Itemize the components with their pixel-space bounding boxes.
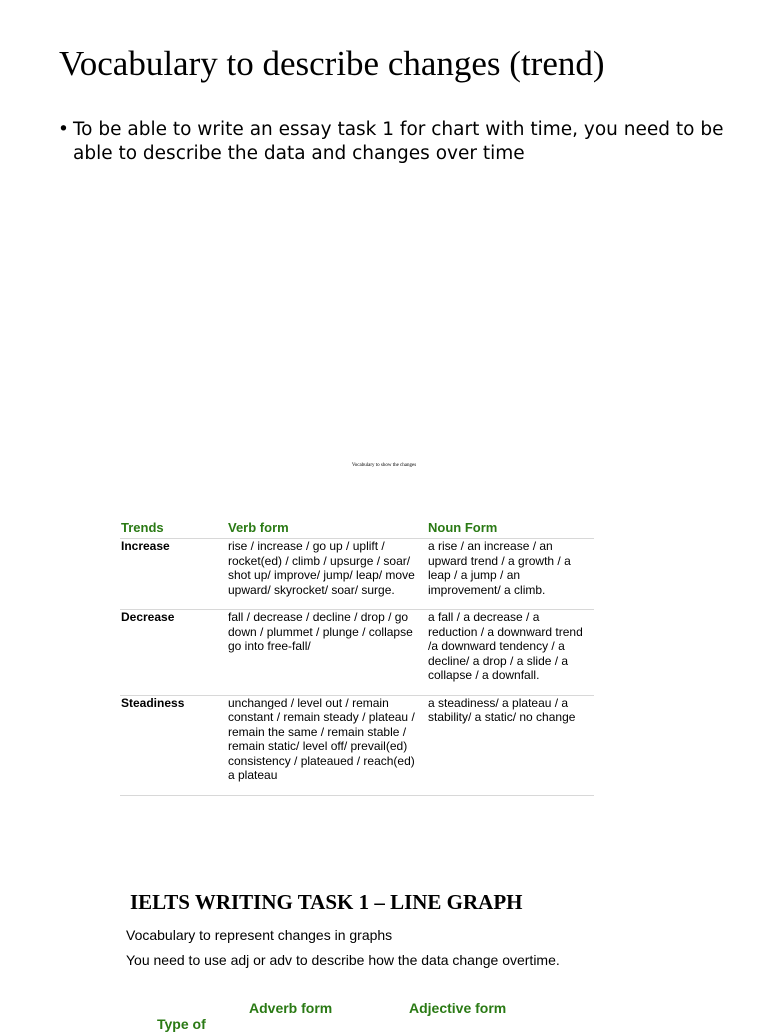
noun-forms: a steadiness/ a plateau / a stability/ a static/ no change [427,695,594,795]
bullet-text: To be able to write an essay task 1 for chart with time, you need to be able to describe the data and changes over time [73,119,724,164]
noun-forms: a rise / an increase / an upward trend / a growth / a leap / a jump / an improvement/ a climb. [427,539,594,610]
noun-forms: a fall / a decrease / a reduction / a downward trend /a downward tendency / a decline/ a drop / a slide / a collapse / a downfall. [427,610,594,696]
intro-line: You need to use adj or adv to describe how the data change overtime. [126,952,560,968]
trend-name: Steadiness [120,695,227,795]
page-title: Vocabulary to describe changes (trend) [59,44,605,83]
bullet-mark: • [58,119,69,140]
table-row [120,695,594,795]
header-type-of: Type of [157,1016,206,1032]
header-verb-form: Verb form [227,517,427,539]
header-noun-form: Noun Form [427,517,594,539]
trend-name: Decrease [120,610,227,696]
header-adjective-form: Adjective form [409,1000,507,1016]
trend-name: Increase [120,539,227,610]
table-row [120,539,594,610]
intro-bullet [58,118,728,166]
header-adverb-form: Adverb form [249,1000,333,1016]
intro-line: Vocabulary to represent changes in graphs [126,927,393,943]
verb-forms: rise / increase / go up / uplift / rocket(ed) / climb / upsurge / soar/ shot up/ improve/ jump/ leap/ move upward/ skyrocket/ soar/ surge. [227,539,427,610]
table-row [120,610,594,696]
verb-forms: fall / decrease / decline / drop / go down / plummet / plunge / collapse go into free-fall/ [227,610,427,696]
section-title: IELTS WRITING TASK 1 – LINE GRAPH [130,890,523,914]
table-header-row [120,517,594,539]
header-trends: Trends [120,517,227,539]
trends-table [120,517,594,796]
table-caption: Vocabulary to show the changes [351,463,417,468]
verb-forms: unchanged / level out / remain constant / remain steady / plateau / remain the same / remain stable / remain static/ level off/ prevail(ed) consistency / plateaued / reach(ed) a plateau [227,695,427,795]
